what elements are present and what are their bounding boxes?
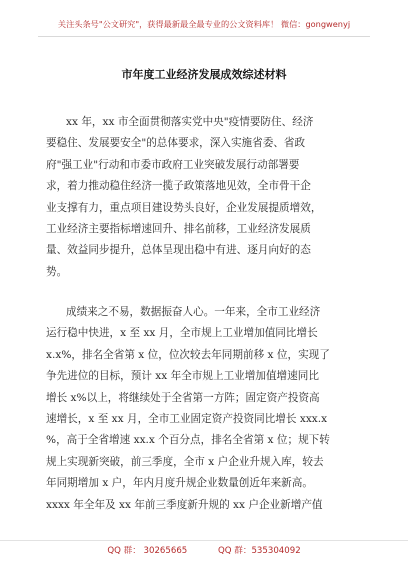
paragraph-line: 规上实现新突破，前三季度，全市 x 户企业升规入库，较去 (46, 455, 324, 468)
paragraph-line: 量、效益同步提升，总体呈现出稳中有进、逐月向好的态 (46, 244, 311, 257)
qq-group-1: QQ 群： 30265665 (107, 546, 188, 556)
paragraph-line: 府"强工业"行动和市委市政府工业突破发展行动部署要 (46, 158, 300, 171)
paragraph-line: x.x%，排名全省第 x 位，位次较去年同期前移 x 位，实现了 (46, 348, 330, 361)
paragraph-2 (46, 302, 362, 516)
paragraph-line: xx 年，xx 市全面贯彻落实党中央"疫情要防住、经济 (66, 116, 314, 128)
paragraph-line: 运行稳中快进，x 至 xx 月，全市规上工业增加值同比增长 (46, 327, 318, 340)
paragraph-line: 成绩来之不易，数据振奋人心。一年来，全市工业经济 (66, 306, 321, 318)
footer-contact (0, 540, 408, 561)
header-banner: 关注头条号"公文研究"，获得最新最全最专业的公文资料库！ 微信：gongwenyj (38, 14, 370, 37)
paragraph-line: 业支撑有力，重点项目建设势头良好，企业发展提质增效， (46, 201, 322, 214)
paragraph-line: %，高于全省增速 xx.x 个百分点，排名全省第 x 位；规下转 (46, 434, 330, 447)
paragraph-line: 争先进位的目标，预计 xx 年全市规上工业增加值增速同比 (46, 370, 319, 383)
paragraph-line: 增长 x%以上，将继续处于全省第一方阵；固定资产投资高 (46, 391, 320, 404)
paragraph-1 (46, 112, 362, 283)
qq-group-2: QQ 群：535304092 (218, 546, 301, 556)
paragraph-line: 速增长，x 至 xx 月，全市工业固定资产投资同比增长 xxx.x (46, 412, 328, 425)
paragraph-line: 势。 (46, 265, 68, 278)
paragraph-line: 求，着力推动稳住经济一揽子政策落地见效，全市骨干企 (46, 180, 311, 193)
paragraph-line: 要稳住、发展要安全"的总体要求，深入实施省委、省政 (46, 137, 306, 150)
paragraph-line: 年同期增加 x 户，年内月度升规企业数量创近年来新高。 (46, 477, 313, 490)
paragraph-line: 工业经济主要指标增速回升、排名前移，工业经济发展质 (46, 222, 311, 235)
paragraph-line: xxxx 年全年及 xx 年前三季度新升规的 xx 户企业新增产值 (46, 498, 323, 511)
document-title: 市年度工业经济发展成效综述材料 (121, 68, 287, 81)
